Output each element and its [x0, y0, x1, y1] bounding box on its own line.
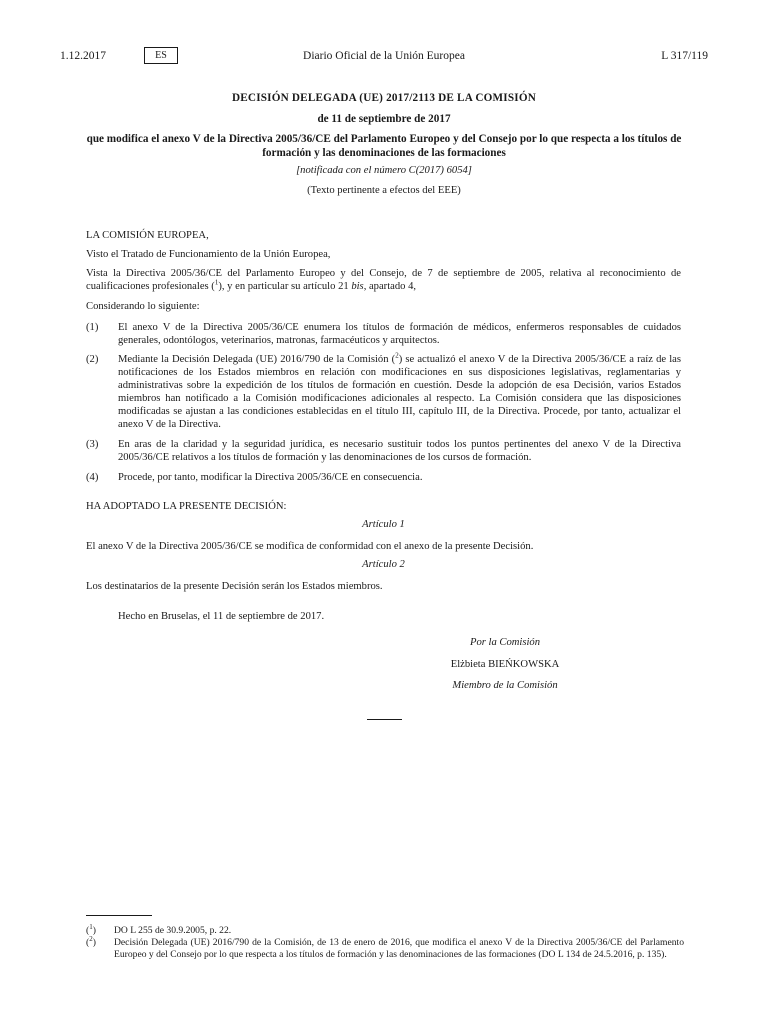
article-1-heading: Artículo 1: [362, 519, 405, 530]
signatory-role: Miembro de la Comisión: [452, 680, 558, 691]
publication-date: 1.12.2017: [60, 50, 106, 62]
signatory-name: Elżbieta BIEŃKOWSKA: [450, 659, 560, 670]
footnote-separator: [86, 915, 152, 916]
signature-for: Por la Comisión: [469, 637, 541, 648]
article-2-heading: Artículo 2: [362, 559, 405, 570]
document-date: de 11 de septiembre de 2017: [317, 113, 451, 125]
recital-2: (2) Mediante la Decisión Delegada (UE) 2016/790 de la Comisión ($^2$) se actualizó el anexo V de la Directiva 2005/36/CE a raíz de las notificaciones de los Estados miembros en relación con modificaciones en sus disposiciones legislativas, reglamentarias y administrativas sobre la expedición de los títulos de formación en cuestión. Desde la adopción de esa Decisión, varios Estados miembros han notificado a la Comisión modificaciones adicionales al respecto. La Comisión considera que las disposiciones modificadas se ajustan a las condiciones establecidas en el título III, capítulo III, de la Directiva. Procede, por tanto, actualizar el anexo V de la Directiva.: [86, 351, 682, 430]
article-2-text: Los destinatarios de la presente Decisión serán los Estados miembros.: [86, 581, 383, 592]
having-regard-directive: Vista la Directiva 2005/36/CE del Parlamento Europeo y del Consejo, de 7 de septiembre de 2005, relativa al reconocimiento de cualificaciones profesionales ($^1$), y en particular su artículo 21 bis, apartado 4,: [86, 268, 681, 292]
journal-reference: L 317/119: [661, 50, 708, 62]
article-1-text: El anexo V de la Directiva 2005/36/CE se modifica de conformidad con el anexo de la presente Decisión.: [86, 541, 534, 552]
footnote-1: ($^1$) DO L 255 de 30.9.2005, p. 22.: [86, 922, 232, 936]
eea-relevance: (Texto pertinente a efectos del EEE): [307, 185, 461, 196]
notification-number: [notificada con el número C(2017) 6054]: [296, 165, 472, 176]
adoption-formula: HA ADOPTADO LA PRESENTE DECISIÓN:: [86, 501, 287, 512]
recital-1: (1) El anexo V de la Directiva 2005/36/CE enumera los títulos de formación de médicos, enfermeros responsables de cuidados generales, odontólogos, veterinarios, matronas, farmacéuticos y arquitectos.: [86, 322, 681, 346]
done-at: Hecho en Bruselas, el 11 de septiembre de 2017.: [118, 611, 325, 622]
footnote-ref-2: 2: [395, 351, 399, 360]
journal-title: Diario Oficial de la Unión Europea: [303, 50, 465, 62]
language-badge: ES: [144, 47, 178, 64]
document-subject: que modifica el anexo V de la Directiva 2005/36/CE del Parlamento Europeo y del Consejo por lo que respecta a los títulos de formación y las denominaciones de las formaciones: [86, 133, 682, 159]
recital-3: (3) En aras de la claridad y la seguridad jurídica, es necesario sustituir todos los puntos pertinentes del anexo V de la Directiva 2005/36/CE relativos a los títulos de formación y las denominaciones de los cursos de formación.: [86, 439, 681, 463]
whereas-intro: Considerando lo siguiente:: [86, 301, 200, 312]
document-title: DECISIÓN DELEGADA (UE) 2017/2113 DE LA COMISIÓN: [231, 92, 537, 104]
institution-line: LA COMISIÓN EUROPEA,: [86, 230, 209, 241]
page-header: [60, 50, 708, 68]
footnote-ref-1: 1: [214, 278, 219, 287]
footnote-2: ($^2$) Decisión Delegada (UE) 2016/790 de la Comisión, de 13 de enero de 2016, que modifica el anexo V de la Directiva 2005/36/CE del Parlamento Europeo y del Consejo por lo que respecta a los títulos de formación y las denominaciones de las formaciones (DO L 134 de 24.5.2016, p. 135).: [86, 934, 684, 960]
having-regard-treaty: Visto el Tratado de Funcionamiento de la Unión Europea,: [86, 249, 331, 260]
recital-4: (4) Procede, por tanto, modificar la Directiva 2005/36/CE en consecuencia.: [86, 472, 423, 483]
end-rule: [367, 719, 402, 720]
